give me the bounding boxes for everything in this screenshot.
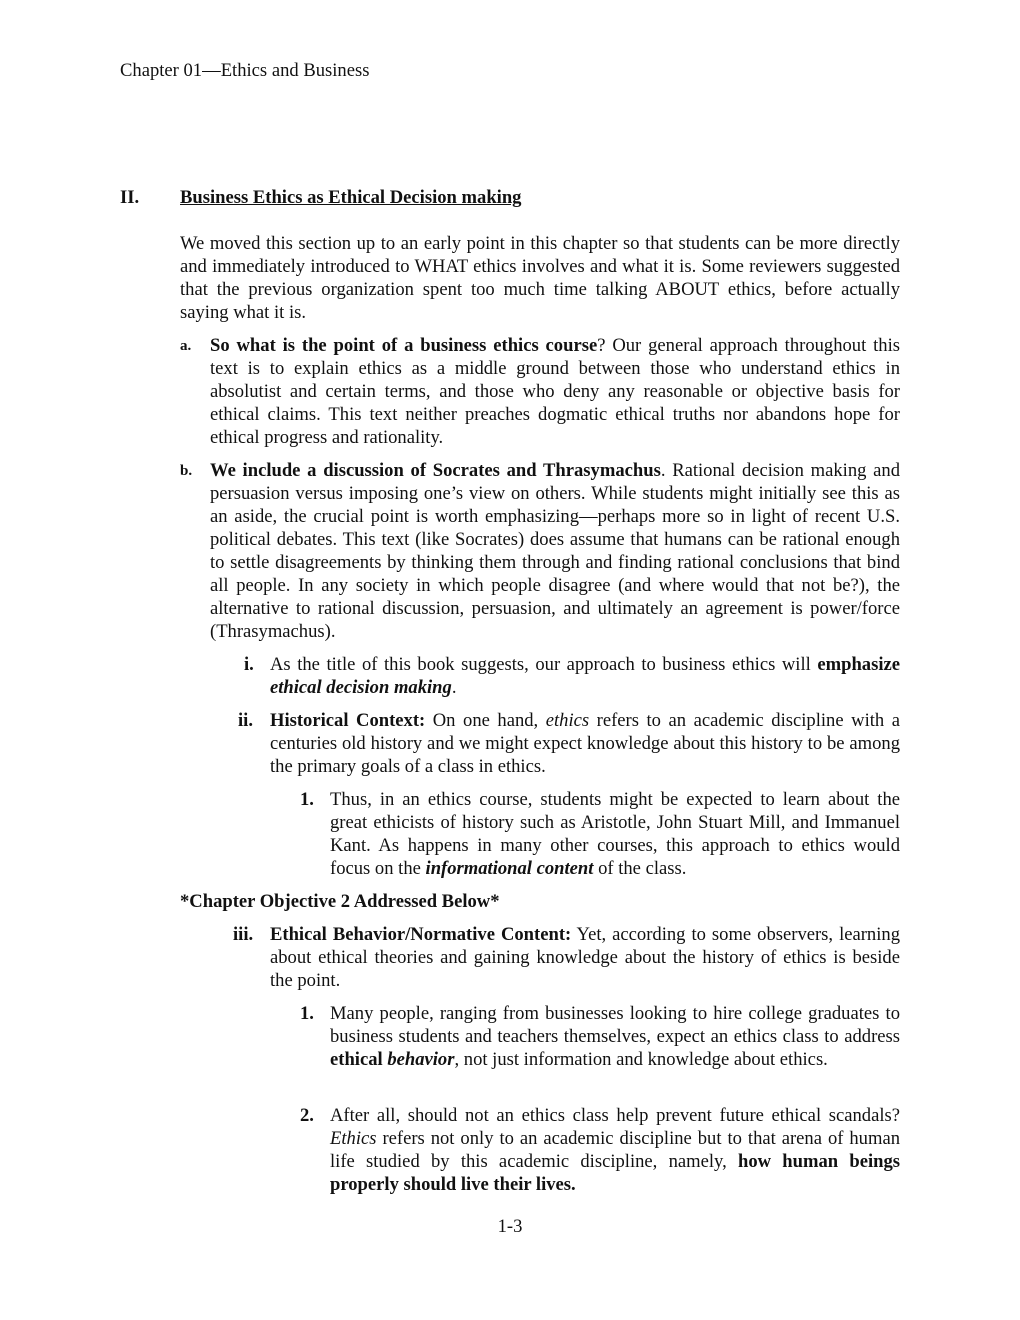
item-ii-1-text-2: of the class. <box>593 858 687 879</box>
item-iii-label: iii. <box>233 924 254 945</box>
item-b-text: . Rational decision making and persuasion versus imposing one’s view on others. While students might initially see this as an aside, the crucial point is worth emphasizing—perhaps more so in light of recent U.S. political debates. This text (like Socrates) does assume that humans can be rational enough to settle disagreements by thinking them through and finding rational conclusions that bind all people. In any society in which people disagree (and where would that not be?), the alternative to rational discussion, persuasion, and ultimately an agreement is power/force (Thrasymachus). <box>210 460 901 642</box>
item-iii-2-italic: Ethics <box>330 1128 377 1149</box>
item-b-label: b. <box>180 463 193 479</box>
item-ii-label: ii. <box>238 710 253 731</box>
item-i-label: i. <box>244 654 254 675</box>
item-iii-1-bold: ethical <box>330 1049 388 1070</box>
item-a-lead: So what is the point of a business ethics course <box>210 335 598 356</box>
item-b-lead: We include a discussion of Socrates and Thrasymachus <box>210 460 661 481</box>
item-ii-lead: Historical Context: <box>270 710 426 731</box>
item-i-bold: emphasize <box>817 654 900 675</box>
item-iii-text: Yet, according to some observers, learning about ethical theories and gaining knowledge about the history of ethics is beside the point. <box>270 924 900 991</box>
item-iii-1-label: 1. <box>300 1003 314 1024</box>
item-ii-italic: ethics <box>545 710 590 731</box>
item-i-end: . <box>451 677 457 698</box>
page-number: 1-3 <box>497 1216 523 1237</box>
section-number: II. <box>120 187 140 208</box>
item-i <box>270 653 900 699</box>
item-iii-2-text-2: refers not only to an academic discipline but to that arena of human life studied by this academic discipline, namely, <box>330 1128 900 1172</box>
item-iii <box>270 923 900 992</box>
section-intro: We moved this section up to an early point in this chapter so that students can be more directly and immediately introduced to WHAT ethics involves and what it is. Some reviewers suggested that the previous organization spent too much time talking ABOUT ethics, before actually saying what it is. <box>180 233 900 323</box>
item-ii-text-1: On one hand, <box>425 710 546 731</box>
item-iii-lead: Ethical Behavior/Normative Content: <box>270 924 572 945</box>
item-b <box>210 459 900 643</box>
item-iii-1-bold-italic: behavior <box>387 1049 455 1070</box>
item-iii-2 <box>330 1104 900 1196</box>
item-iii-2-label: 2. <box>300 1105 314 1126</box>
item-ii <box>270 709 900 778</box>
item-iii-2-text-1: After all, should not an ethics class help prevent future ethical scandals? <box>330 1105 900 1126</box>
item-iii-1 <box>330 1002 900 1071</box>
item-i-bold-italic: ethical decision making <box>270 677 452 698</box>
item-i-text: As the title of this book suggests, our approach to business ethics will <box>270 654 818 675</box>
item-ii-1-label: 1. <box>300 789 314 810</box>
item-a-text: ? Our general approach throughout this text is to explain ethics as a middle ground between those who understand ethics in absolutist and certain terms, and those who deny any reasonable or objective basis for ethical claims. This text neither preaches dogmatic ethical truths nor abandons hope for ethical progress and rationality. <box>210 335 901 448</box>
item-iii-1-text-1: Many people, ranging from businesses looking to hire college graduates to business students and teachers themselves, expect an ethics class to address <box>330 1003 900 1047</box>
item-iii-2-bold: how human beings properly should live their lives. <box>330 1151 900 1195</box>
item-a <box>210 334 900 449</box>
item-ii-1-text-1: Thus, in an ethics course, students might be expected to learn about the great ethicists of history such as Aristotle, John Stuart Mill, and Immanuel Kant. As happens in many other courses, this approach to ethics would focus on the <box>330 789 900 879</box>
item-ii-1-bold-italic: informational content <box>425 858 594 879</box>
item-a-label: a. <box>180 338 192 354</box>
section-title: Business Ethics as Ethical Decision making <box>180 187 522 208</box>
item-ii-1 <box>330 788 900 880</box>
running-header: Chapter 01—Ethics and Business <box>120 60 370 81</box>
chapter-objective-note: *Chapter Objective 2 Addressed Below* <box>180 891 500 912</box>
item-iii-1-text-2: , not just information and knowledge about ethics. <box>454 1049 828 1070</box>
item-ii-text-2: refers to an academic discipline with a centuries old history and we might expect knowledge about this history to be among the primary goals of a class in ethics. <box>270 710 900 777</box>
